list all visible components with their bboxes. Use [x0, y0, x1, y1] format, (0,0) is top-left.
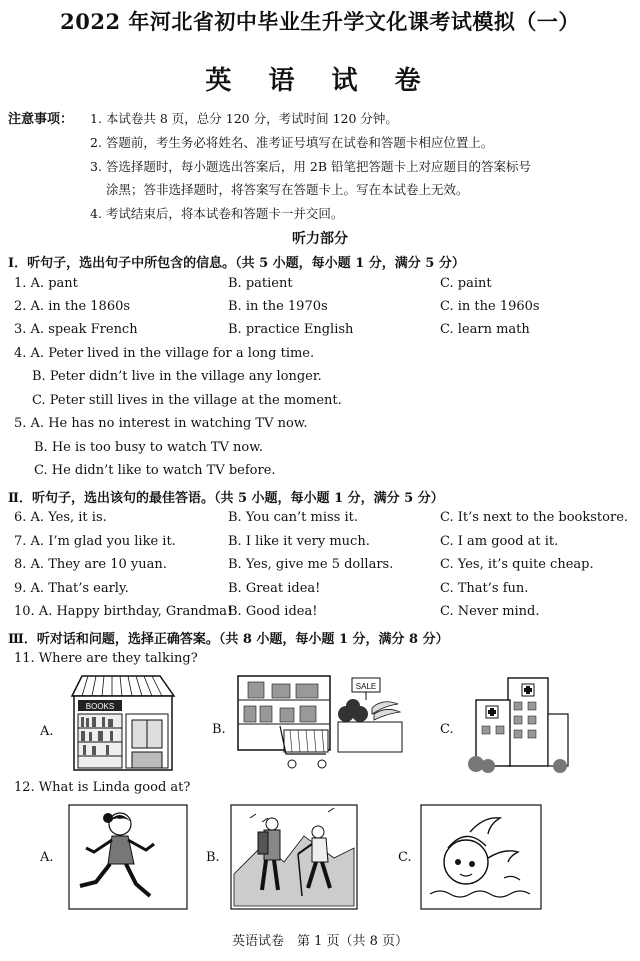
option-1a: 1. A. pant	[14, 276, 78, 291]
option-10c: C. Never mind.	[440, 604, 540, 619]
hospital-illustration	[466, 674, 576, 774]
option-8b: B. Yes, give me 5 dollars.	[228, 557, 394, 572]
option-4a: 4. A. Peter lived in the village for a long time.	[14, 346, 315, 361]
option-3a: 3. A. speak French	[14, 322, 138, 337]
q12-label-c: C.	[398, 850, 412, 865]
option-2c: C. in the 1960s	[440, 299, 540, 314]
option-5a: 5. A. He has no interest in watching TV now.	[14, 416, 308, 431]
running-girl-illustration	[68, 804, 188, 910]
option-6b: B. You can’t miss it.	[228, 510, 358, 525]
q12-label-a: A.	[40, 850, 54, 865]
subject-title: 英 语 试 卷	[205, 66, 435, 96]
note-item: 2. 答题前，考生务必将姓名、准考证号填写在试卷和答题卡相应位置上。	[90, 135, 494, 150]
hiking-illustration	[230, 804, 358, 910]
option-2a: 2. A. in the 1860s	[14, 299, 131, 314]
option-9b: B. Great idea!	[228, 581, 321, 596]
question-12-stem: 12. What is Linda good at?	[14, 780, 191, 795]
bookstore-illustration	[62, 672, 180, 772]
option-5c: C. He didn’t like to watch TV before.	[34, 463, 276, 478]
option-4c: C. Peter still lives in the village at the moment.	[32, 393, 342, 408]
option-8c: C. Yes, it’s quite cheap.	[440, 557, 594, 572]
note-item: 1. 本试卷共 8 页，总分 120 分，考试时间 120 分钟。	[90, 111, 398, 126]
q11-label-c: C.	[440, 722, 454, 737]
question-11-stem: 11. Where are they talking?	[14, 651, 198, 666]
option-1b: B. patient	[228, 276, 293, 291]
part3-title: Ⅲ．听对话和问题，选择正确答案。（共 8 小题，每小题 1 分，满分 8 分）	[8, 632, 449, 647]
option-9a: 9. A. That’s early.	[14, 581, 129, 596]
option-7c: C. I am good at it.	[440, 534, 559, 549]
option-3c: C. learn math	[440, 322, 530, 337]
option-5b: B. He is too busy to watch TV now.	[34, 440, 263, 455]
option-7b: B. I like it very much.	[228, 534, 370, 549]
swimming-girl-illustration	[420, 804, 542, 910]
supermarket-illustration	[234, 674, 406, 774]
exam-title: 2022 年河北省初中毕业生升学文化课考试模拟（一）	[60, 9, 580, 34]
q11-label-b: B.	[212, 722, 226, 737]
note-item: 3. 答选择题时，每小题选出答案后，用 2B 铅笔把答题卡上对应题目的答案标号	[90, 159, 531, 174]
sale-sign-text: SALE	[355, 682, 377, 691]
q11-label-a: A.	[40, 724, 54, 739]
option-2b: B. in the 1970s	[228, 299, 328, 314]
q12-label-b: B.	[206, 850, 220, 865]
option-8a: 8. A. They are 10 yuan.	[14, 557, 167, 572]
books-sign-text: BOOKS	[85, 702, 115, 711]
notes-label: 注意事项：	[8, 112, 74, 127]
note-item: 涂黑；答非选择题时，将答案写在答题卡上。写在本试卷上无效。	[106, 182, 469, 197]
page-footer: 英语试卷 第 1 页（共 8 页）	[231, 934, 409, 949]
option-10b: B. Good idea!	[228, 604, 318, 619]
part1-title: Ⅰ．听句子，选出句子中所包含的信息。（共 5 小题，每小题 1 分，满分 5 分）	[8, 256, 465, 271]
option-1c: C. paint	[440, 276, 492, 291]
option-9c: C. That’s fun.	[440, 581, 529, 596]
part2-title: Ⅱ．听句子，选出该句的最佳答语。（共 5 小题，每小题 1 分，满分 5 分）	[8, 491, 444, 506]
option-7a: 7. A. I’m glad you like it.	[14, 534, 176, 549]
option-10a: 10. A. Happy birthday, Grandma!	[14, 604, 233, 619]
note-item: 4. 考试结束后，将本试卷和答题卡一并交回。	[90, 206, 344, 221]
option-6c: C. It’s next to the bookstore.	[440, 510, 629, 525]
option-4b: B. Peter didn’t live in the village any longer.	[32, 369, 322, 384]
option-3b: B. practice English	[228, 322, 354, 337]
option-6a: 6. A. Yes, it is.	[14, 510, 107, 525]
listening-heading: 听力部分	[292, 231, 348, 247]
